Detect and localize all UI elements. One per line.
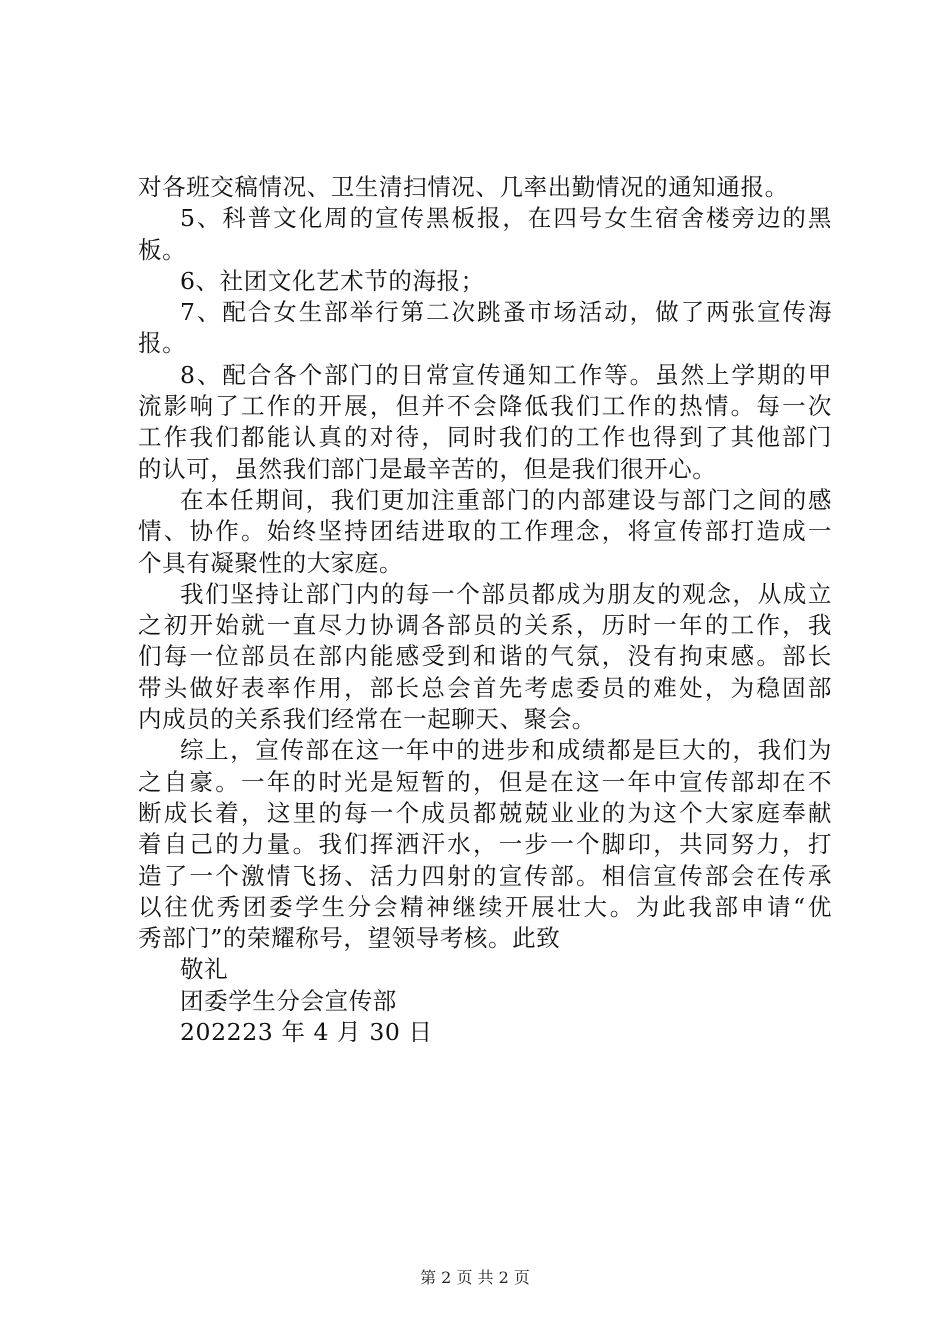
- text-line: 板。: [138, 235, 187, 264]
- text-line: 个具有凝聚性的大家庭。: [138, 548, 404, 577]
- text-line: 秀部门”的荣耀称号，望领导考核。此致: [138, 924, 561, 953]
- text-line: 情、协作。始终坚持团结进取的工作理念，将宣传部打造成一: [138, 517, 832, 546]
- text-line: 团委学生分会宣传部: [180, 986, 397, 1015]
- text-line: 着自己的力量。我们挥洒汗水，一步一个脚印，共同努力，打: [138, 830, 832, 859]
- text-line: 我们坚持让部门内的每一个部员都成为朋友的观念，从成立: [180, 579, 832, 608]
- text-line: 工作我们都能认真的对待，同时我们的工作也得到了其他部门: [138, 423, 832, 452]
- text-line: 流影响了工作的开展，但并不会降低我们工作的热情。每一次: [138, 392, 832, 421]
- text-line: 综上，宣传部在这一年中的进步和成绩都是巨大的，我们为: [180, 736, 832, 765]
- text-line: 之初开始就一直尽力协调各部员的关系，历时一年的工作，我: [138, 611, 832, 640]
- text-line: 在本任期间，我们更加注重部门的内部建设与部门之间的感: [180, 485, 832, 514]
- text-line: 敬礼: [180, 955, 229, 984]
- page-footer: 第 2 页 共 2 页: [420, 1268, 530, 1287]
- text-line: 们每一位部员在部内能感受到和谐的气氛，没有拘束感。部长: [138, 642, 832, 671]
- text-line: 断成长着，这里的每一个成员都兢兢业业的为这个大家庭奉献: [138, 798, 832, 827]
- text-line: 的认可，虽然我们部门是最辛苦的，但是我们很开心。: [138, 454, 717, 483]
- text-line: 5、科普文化周的宣传黑板报，在四号女生宿舍楼旁边的黑: [180, 204, 832, 233]
- text-line: 之自豪。一年的时光是短暂的，但是在这一年中宣传部却在不: [138, 767, 832, 796]
- text-line: 以往优秀团委学生分会精神继续开展壮大。为此我部申请“优: [138, 892, 832, 921]
- text-line: 报。: [138, 329, 187, 358]
- text-line: 带头做好表率作用，部长总会首先考虑委员的难处，为稳固部: [138, 673, 832, 702]
- text-line: 8、配合各个部门的日常宣传通知工作等。虽然上学期的甲: [180, 360, 832, 389]
- text-line: 造了一个激情飞扬、活力四射的宣传部。相信宣传部会在传承: [138, 861, 832, 890]
- text-line: 对各班交稿情况、卫生清扫情况、几率出勤情况的通知通报。: [138, 173, 789, 201]
- text-line: 6、社团文化艺术节的海报；: [180, 266, 485, 295]
- document-body: [138, 172, 832, 1048]
- text-line: 内成员的关系我们经常在一起聊天、聚会。: [138, 705, 596, 734]
- text-line: 202223 年 4 月 30 日: [180, 1018, 433, 1047]
- text-line: 7、配合女生部举行第二次跳蚤市场活动，做了两张宣传海: [180, 298, 832, 327]
